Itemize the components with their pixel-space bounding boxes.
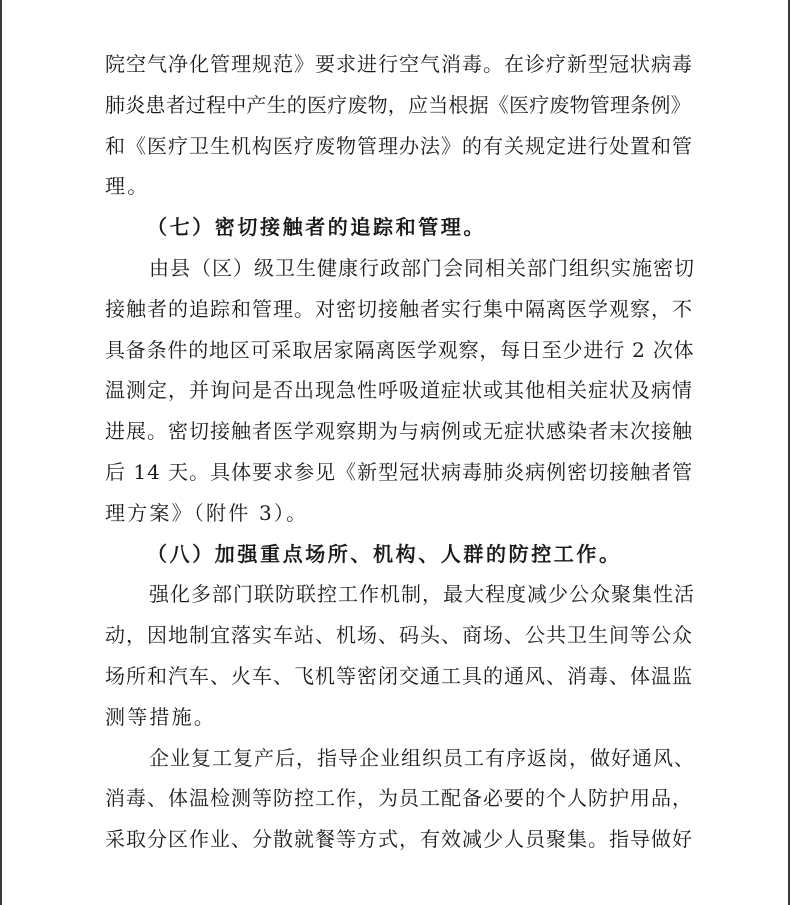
section-heading-8: （八）加强重点场所、机构、人群的防控工作。 [147, 541, 622, 566]
document-body [105, 44, 695, 860]
paragraph-first-line: 企业复工复产后，指导企业组织员工有序返岗，做好通风、 [149, 745, 695, 770]
paragraph-first-line: 强化多部门联防联控工作机制，最大程度减少公众聚集性活 [149, 582, 695, 607]
text-line: 测等措施。 [105, 704, 216, 729]
page-left-border [0, 0, 2, 905]
text-line: 后 14 天。具体要求参见《新型冠状病毒肺炎病例密切接触者管 [105, 459, 694, 484]
text-line: 动，因地制宜落实车站、机场、码头、商场、公共卫生间等公众 [105, 623, 693, 648]
text-line: 接触者的追踪和管理。对密切接触者实行集中隔离医学观察，不 [105, 296, 693, 321]
paragraph-first-line: 由县（区）级卫生健康行政部门会同相关部门组织实施密切 [149, 255, 695, 280]
text-line: 院空气净化管理规范》要求进行空气消毒。在诊疗新型冠状病毒 [105, 52, 693, 76]
text-line: 温测定，并询问是否出现急性呼吸道症状或其他相关症状及病情 [105, 378, 693, 403]
text-line: 理。 [105, 174, 150, 199]
text-line: 采取分区作业、分散就餐等方式，有效减少人员聚集。指导做好 [105, 827, 693, 852]
text-line: 场所和汽车、火车、飞机等密闭交通工具的通风、消毒、体温监 [105, 663, 693, 688]
text-line: 消毒、体温检测等防控工作，为员工配备必要的个人防护用品， [105, 786, 693, 811]
text-line: 肺炎患者过程中产生的医疗废物，应当根据《医疗废物管理条例》 [105, 92, 691, 117]
section-heading-7: （七）密切接触者的追踪和管理。 [147, 215, 486, 240]
text-line: 具备条件的地区可采取居家隔离医学观察，每日至少进行 2 次体 [105, 337, 695, 362]
text-line: 进展。密切接触者医学观察期为与病例或无症状感染者末次接触 [105, 419, 693, 444]
text-line: 理方案》（附件 3）。 [105, 500, 309, 525]
text-line: 和《医疗卫生机构医疗废物管理办法》的有关规定进行处置和管 [105, 133, 693, 158]
